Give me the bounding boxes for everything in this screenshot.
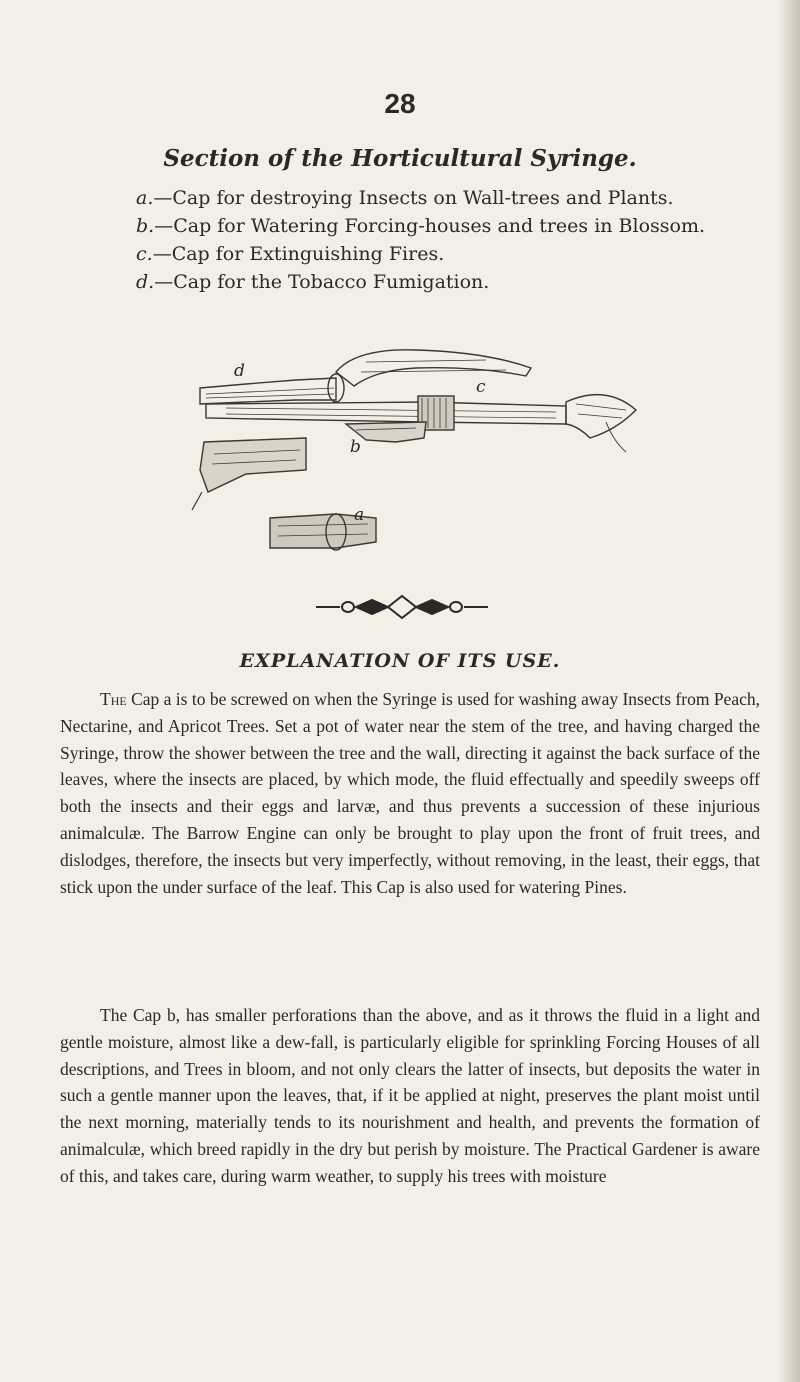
page-edge-shadow [778,0,800,1382]
legend-text: —Cap for Extinguishing Fires. [152,243,445,265]
figure-label-d: d [234,361,245,381]
legend-key: d. [136,271,155,293]
figure-label-c: c [476,377,486,397]
legend-text: —Cap for the Tobacco Fumigation. [154,271,490,293]
figure-legend [136,184,776,296]
paragraph-text: Cap a is to be screwed on when the Syringe is used for washing away Insects from Peach, Nectarine, and Apricot Trees. Set a pot of water near the stem of the tree, and having charged the Syringe, throw the shower between the tree and the wall, directing it against the back surface of the leaves, where the insects are placed, by which mode, the fluid effectually and speedily sweeps off both the insects and their eggs and larvæ, and thus prevents a succession of these injurious animalculæ. The Barrow Engine can only be brought to play upon the front of fruit trees, and dislodges, therefore, the insects but very imperfectly, without removing, in the least, their eggs, that stick upon the under surface of the leaf. This Cap is also used for watering Pines. [60,689,760,897]
section-title: Section of the Horticultural Syringe. [163,145,637,172]
paragraph-lead: The [100,689,127,709]
paragraph-cap-a [60,686,760,900]
figure-label-a: a [354,505,365,525]
legend-item-a [136,184,776,212]
divider-ornament [0,592,800,622]
legend-key: b. [136,215,155,237]
legend-text: —Cap for destroying Insects on Wall-trees and Plants. [153,187,674,209]
legend-key: a. [136,187,154,209]
syringe-illustration [186,342,646,560]
paragraph-cap-b [60,1002,760,1190]
syringe-barrel [206,402,566,424]
legend-item-d [136,268,776,296]
legend-text: —Cap for Watering Forcing-houses and trees in Blossom. [154,215,706,237]
legend-item-c [136,240,776,268]
explanation-heading: EXPLANATION OF ITS USE. [239,650,561,672]
paragraph-text: The Cap b, has smaller perforations than the above, and as it throws the fluid in a light and gentle moisture, almost like a dew-fall, is particularly eligible for sprinkling Forcing Houses of all descriptions, and Trees in bloom, and not only clears the latter of insects, but deposits the water in such a gentle manner upon the leaves, that, if it be applied at night, preserves the plant moist until the next morning, materially tends to its nourishment and health, and prevents the formation of animalculæ, which breed rapidly in the dry but perish by moisture. The Practical Gardener is aware of this, and takes care, during warm weather, to supply his trees with moisture [60,1005,760,1186]
legend-item-b [136,212,776,240]
page-number: 28 [384,88,416,119]
figure-label-b: b [350,437,361,457]
legend-key: c. [136,243,153,265]
